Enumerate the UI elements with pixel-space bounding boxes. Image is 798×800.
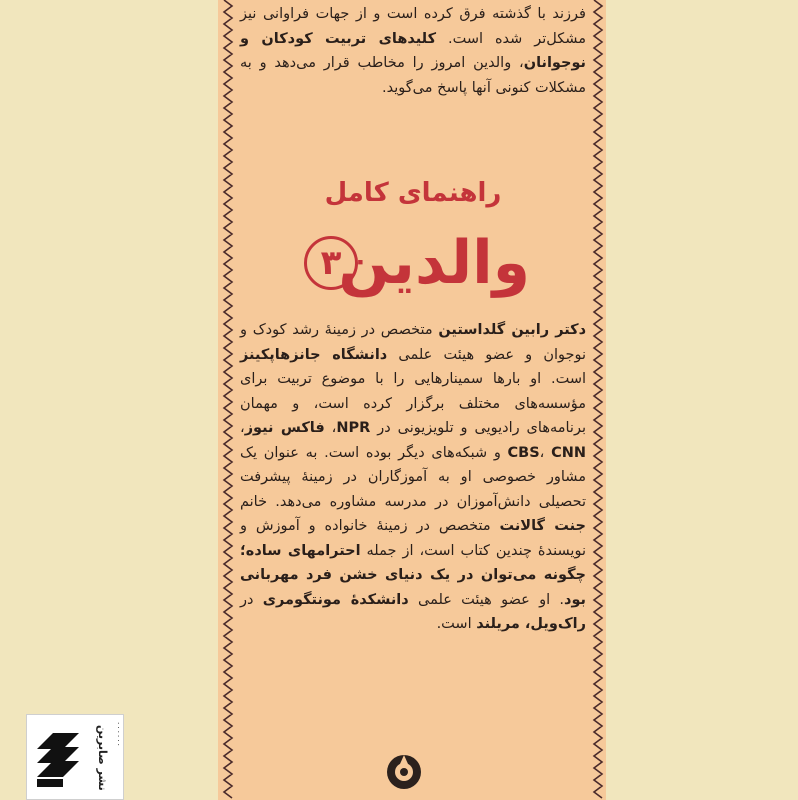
publisher-logo-icon (384, 752, 424, 792)
publisher-name: نشر صابرین (96, 725, 109, 791)
zigzag-border-right (592, 0, 604, 800)
intro-seg-bold: کلیدهای تربیت کودکان و نوجوانان (240, 30, 586, 71)
bio-seg: است. او بارها سمینارهایی را با موضوع تربیت برای مؤسسه‌های مختلف برگزار کرده است، و مهمان برنامه‌های رادیویی و تلویزیونی در (240, 371, 587, 436)
volume-badge: ۳ (304, 236, 358, 290)
intro-seg: ، والدین امروز را مخاطب قرار می‌دهد و به مشکلات کنونی آنها پاسخ می‌گوید. (240, 55, 586, 96)
series-title (300, 226, 530, 306)
intro-seg: فرزند با گذشته فرق کرده است و از جهات فراوانی نیز مشکل‌تر شده است. (240, 6, 586, 47)
bio-seg: است. (436, 616, 477, 632)
publisher-digits: ۰۰۰۰۰۰ (114, 721, 123, 747)
bio-seg-bold: فاکس نیوز (244, 420, 325, 436)
intro-paragraph (240, 2, 586, 100)
bio-seg: متخصص در زمینهٔ رشد کودک و نوجوان و عضو هیئت علمی (240, 322, 586, 363)
bio-seg-bold: راک‌ویل، مریلند (476, 616, 586, 632)
bio-paragraph (240, 318, 586, 637)
bio-seg-bold: NPR (336, 420, 371, 436)
bio-seg-bold: CNN (551, 444, 586, 461)
barcode-publisher-block (26, 714, 124, 800)
series-title-main: والدین (338, 228, 530, 298)
bio-seg-bold: جنت گالانت (499, 518, 586, 534)
bio-seg-bold: احترامهای ساده؛ چگونه می‌توان در یک دنیای خشن فرد مهربانی بود (240, 542, 586, 608)
bio-seg: و شبکه‌های دیگر بوده است. به عنوان یک مشاور خصوصی او به آموزگاران در زمینهٔ پیشرفت تحصیلی دانش‌آموزان در مدرسه مشاوره می‌دهد. خانم (240, 444, 586, 510)
bio-seg: ، (240, 420, 245, 436)
bio-seg: . او عضو هیئت علمی (408, 591, 565, 608)
bio-seg-bold: دکتر رابین گلداستین (438, 322, 587, 338)
bio-seg: ، (539, 444, 552, 461)
zigzag-border-left (222, 0, 234, 800)
bio-seg-bold: دانشکدهٔ مونتگومری (262, 591, 409, 608)
publisher-mark-icon (31, 723, 85, 793)
bio-seg-bold: CBS (507, 444, 540, 461)
series-subtitle: راهنمای کامل (324, 178, 502, 208)
bio-seg: متخصص در زمینهٔ خانواده و آموزش و نویسندهٔ چندین کتاب است، از جمله (240, 518, 586, 559)
bio-seg: ، (324, 420, 337, 436)
bio-seg-bold: دانشگاه جانزهاپکینز (240, 346, 388, 363)
bio-seg: در (240, 591, 263, 608)
